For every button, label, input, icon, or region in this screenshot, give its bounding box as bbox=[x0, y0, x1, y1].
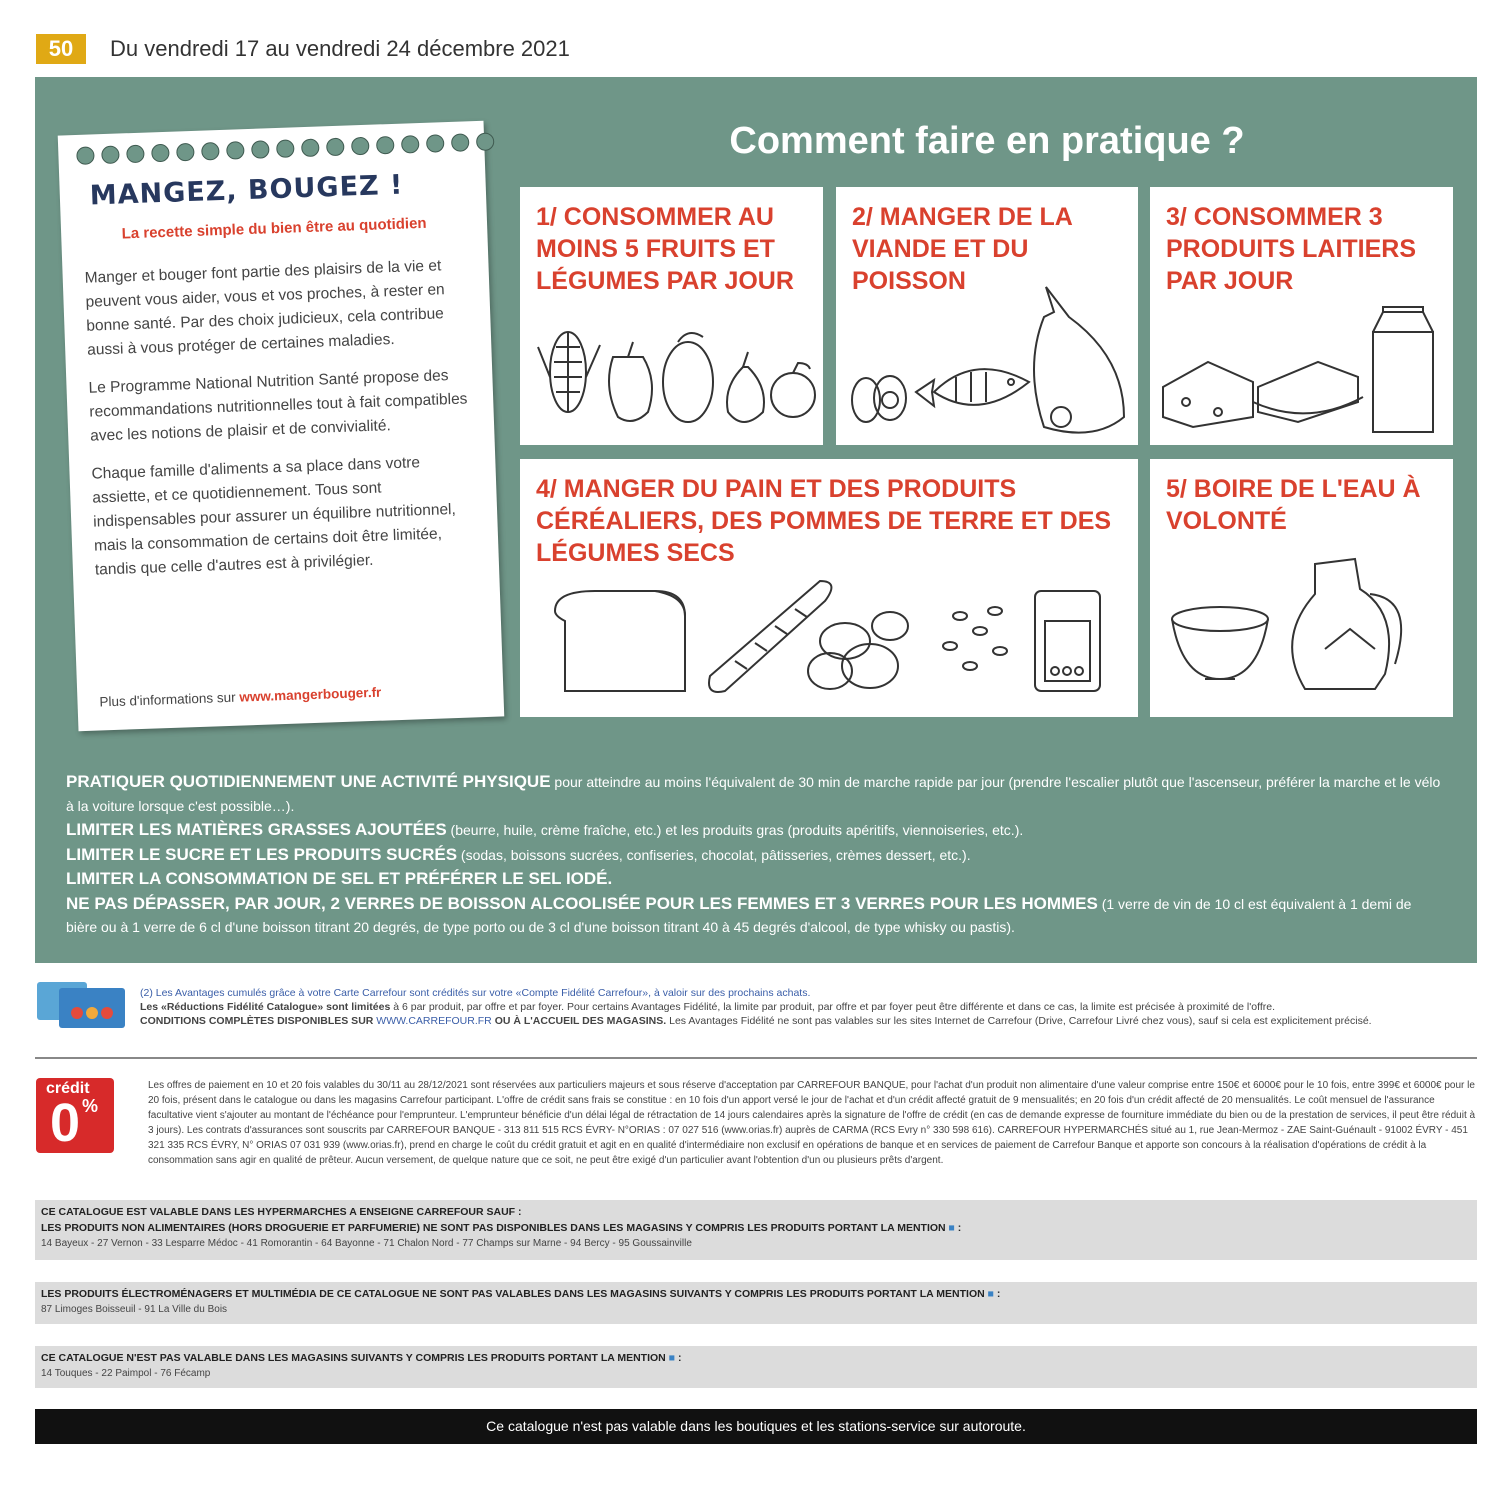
mention-icon: ■ bbox=[987, 1288, 994, 1300]
mention-icon: ■ bbox=[668, 1352, 676, 1364]
box-fruits-vegetables bbox=[520, 187, 823, 445]
note-body bbox=[84, 253, 480, 596]
notebook-rings bbox=[76, 132, 494, 165]
box-title: 1/ CONSOMMER AU MOINS 5 FRUITS ET LÉGUMES PAR JOUR bbox=[536, 203, 794, 295]
credit-conditions: Les offres de paiement en 10 et 20 fois valables du 30/11 au 28/12/2021 sont réservées aux particuliers majeurs et sous réserve d'acceptation par CARREFOUR BANQUE, pour l'achat d'un produit non alimentaire d'une valeur comprise entre 150€ et 6000€ pour le 10 fois, entre 399€ et 6000€ pour le 20 fois, présent dans le catalogue ou dans les magasins Carrefour participant. L'offre de crédit sans frais se constitue : en 10 fois d'un apport versé le jour de l'achat et d'un crédit affecté gratuit de 9 mensualités; en 20 fois d'un crédit affecté de 20 mensualités. Le coût mensuel de l'assurance facultative vient s'ajouter au montant de l'échéance pour l'emprunteur. L'emprunteur bénéficie d'un délai légal de rétractation de 14 jours calendaires après la signature de l'offre de crédit (en cas de demande expresse de fourniture immédiate du bien ou de la prestation de services, il peut être réduit à 3 jours). Les contrats d'assurances sont souscrits par CARREFOUR BANQUE - 313 811 515 RCS ÉVRY- N°ORIAS : 07 027 516 (www.orias.fr) auprès de CARMA (RCS Evry n° 330 598 616). CARREFOUR HYPERMARCHÉS situé au 1, rue Jean-Mermoz - ZAE Saint-Guénault - 91002 ÉVRY - 451 321 335 RCS ÉVRY, N° ORIAS 07 031 939 (www.orias.fr), prend en charge le coût du crédit gratuit et agit en en qualité d'intermédiaire non exclusif en opérations de banque et en services de paiement de Carrefour Banque et apporte son concours à la réalisation d'opérations de crédit à la consommation sans agir en qualité de prêteur. Aucun versement, de quelque nature que ce soit, ne peut être exigé d'un particulier avant l'obtention d'un ou plusieurs prêts d'argent. bbox=[148, 1080, 1476, 1166]
date-range: Du vendredi 17 au vendredi 24 décembre 2021 bbox=[110, 36, 570, 61]
bread-cereals-icon bbox=[540, 571, 1120, 711]
fidelity-conditions bbox=[140, 986, 1480, 1028]
box-water bbox=[1150, 459, 1453, 717]
panel-title: Comment faire en pratique ? bbox=[729, 120, 1245, 162]
box-bread-cereals bbox=[520, 459, 1138, 717]
more-info-prefix: Plus d'informations sur bbox=[99, 689, 236, 710]
rule-line: PRATIQUER QUOTIDIENNEMENT UNE ACTIVITÉ PHYSIQUE pour atteindre au moins l'équivalent de 30 min de marche rapide par jour (prendre l'escalier plutôt que l'ascenseur, préférer la marche et le vélo à la voiture lorsque c'est possible…). bbox=[66, 772, 1441, 814]
box-title: 3/ CONSOMMER 3 PRODUITS LAITIERS PAR JOUR bbox=[1166, 203, 1417, 295]
page-number: 50 bbox=[36, 34, 86, 64]
divider bbox=[35, 1057, 1477, 1059]
availability-box-3: CE CATALOGUE N'EST PAS VALABLE DANS LES MAGASINS SUIVANTS Y COMPRIS LES PRODUITS PORTANT LA MENTION ■ : 14 Touques - 22 Paimpol - 76 Fécamp bbox=[35, 1346, 1477, 1388]
note-title: MANGEZ, BOUGEZ ! bbox=[89, 169, 404, 212]
mention-icon: ■ bbox=[948, 1222, 955, 1234]
availability-box-2: LES PRODUITS ÉLECTROMÉNAGERS ET MULTIMÉDIA DE CE CATALOGUE NE SONT PAS VALABLES DANS LES MAGASINS SUIVANTS Y COMPRIS LES PRODUITS PORTANT LA MENTION ■ : 87 Limoges Boisseuil - 91 La Ville du Bois bbox=[35, 1282, 1477, 1324]
note-card bbox=[58, 121, 505, 732]
box-title: 2/ MANGER DE LA VIANDE ET DU POISSON bbox=[852, 203, 1072, 295]
meat-fish-icon bbox=[846, 282, 1131, 442]
note-paragraph: Le Programme National Nutrition Santé propose des recommandations nutritionnelles tout à fait compatibles avec les notions de plaisir et de convivialité. bbox=[88, 367, 468, 445]
rule-line: LIMITER LES MATIÈRES GRASSES AJOUTÉES (beurre, huile, crème fraîche, etc.) et les produits gras (produits apéritifs, viennoiseries, etc.). bbox=[66, 820, 1024, 839]
note-paragraph: Manger et bouger font partie des plaisirs de la vie et peuvent vous aider, vous et vos proches, à rester en bonne santé. Par des choix judicieux, cela contribue aussi à vous protéger de certaines maladies. bbox=[84, 257, 445, 359]
mangerbouger-link[interactable]: www.mangerbouger.fr bbox=[239, 684, 382, 705]
rule-line: NE PAS DÉPASSER, PAR JOUR, 2 VERRES DE BOISSON ALCOOLISÉE POUR LES FEMMES ET 3 VERRES POUR LES HOMMES (1 verre de vin de 10 cl est équivalent à 1 demi de bière ou à 1 verre de 6 cl d'une boisson titrant 20 degrés, de type porto ou de 3 cl d'une boisson titrant 40 à 45 degrés d'alcool, de type whisky ou pastis). bbox=[66, 893, 1412, 935]
box-title: 5/ BOIRE DE L'EAU À VOLONTÉ bbox=[1166, 475, 1421, 535]
footer-notice: Ce catalogue n'est pas valable dans les boutiques et les stations-service sur autoroute. bbox=[35, 1409, 1477, 1444]
rule-line: LIMITER LE SUCRE ET LES PRODUITS SUCRÉS (sodas, boissons sucrées, confiseries, chocolat, pâtisseries, crèmes dessert, etc.). bbox=[66, 844, 971, 864]
rule-line: LIMITER LA CONSOMMATION DE SEL ET PRÉFÉRER LE SEL IODÉ. bbox=[66, 869, 613, 888]
note-paragraph: Chaque famille d'aliments a sa place dans votre assiette, et ce quotidiennement. Tous sont indispensables pour assurer un équilibre nutritionnel, mais la consommation de certains doit être limitée, tandis que celle d'autres est à privilégier. bbox=[91, 454, 457, 579]
availability-box-1: CE CATALOGUE EST VALABLE DANS LES HYPERMARCHES A ENSEIGNE CARREFOUR SAUF : LES PRODUITS NON ALIMENTAIRES (HORS DROGUERIE ET PARFUMERIE) NE SONT PAS DISPONIBLES DANS LES MAGASINS Y COMPRIS LES PRODUITS PORTANT LA MENTION ■ : 14 Bayeux - 27 Vernon - 33 Lesparre Médoc - 41 Romorantin - 64 Bayonne - 71 Chalon Nord - 77 Champs sur Marne - 94 Bercy - 95 Goussainville bbox=[35, 1200, 1477, 1260]
credit-badge: crédit 0 % bbox=[36, 1078, 114, 1153]
fidelity-line: CONDITIONS COMPLÈTES DISPONIBLES SUR WWW.CARREFOUR.FR OU À L'ACCUEIL DES MAGASINS. Les Avantages Fidélité ne sont pas valables sur les sites Internet de Carrefour (Drive, Carrefour Livré chez vous), sauf si cela est explicitement précisé. bbox=[140, 1015, 1372, 1027]
water-jug-icon bbox=[1165, 549, 1445, 709]
note-subtitle: La recette simple du bien être au quotidien bbox=[121, 214, 427, 243]
fruits-vegetables-icon bbox=[528, 317, 818, 437]
more-info bbox=[99, 681, 489, 710]
carrefour-link[interactable]: WWW.CARREFOUR.FR bbox=[376, 1015, 492, 1027]
nutrition-rules bbox=[66, 770, 1446, 940]
fidelity-line: (2) Les Avantages cumulés grâce à votre Carte Carrefour sont crédités sur votre «Compte Fidélité Carrefour», à valoir sur des prochains achats. bbox=[140, 987, 811, 999]
box-dairy bbox=[1150, 187, 1453, 445]
fidelity-line: Les «Réductions Fidélité Catalogue» sont limitées à 6 par produit, par offre et par foyer. Pour certains Avantages Fidélité, la limite par produit, par offre et par foyer peut être différente et dans ce cas, la limite est précisée à proximité de l'offre. bbox=[140, 1001, 1275, 1013]
box-meat-fish bbox=[836, 187, 1138, 445]
box-title: 4/ MANGER DU PAIN ET DES PRODUITS CÉRÉALIERS, DES POMMES DE TERRE ET DES LÉGUMES SECS bbox=[536, 475, 1112, 567]
carrefour-card-icon bbox=[37, 978, 127, 1030]
dairy-icon bbox=[1158, 302, 1448, 442]
